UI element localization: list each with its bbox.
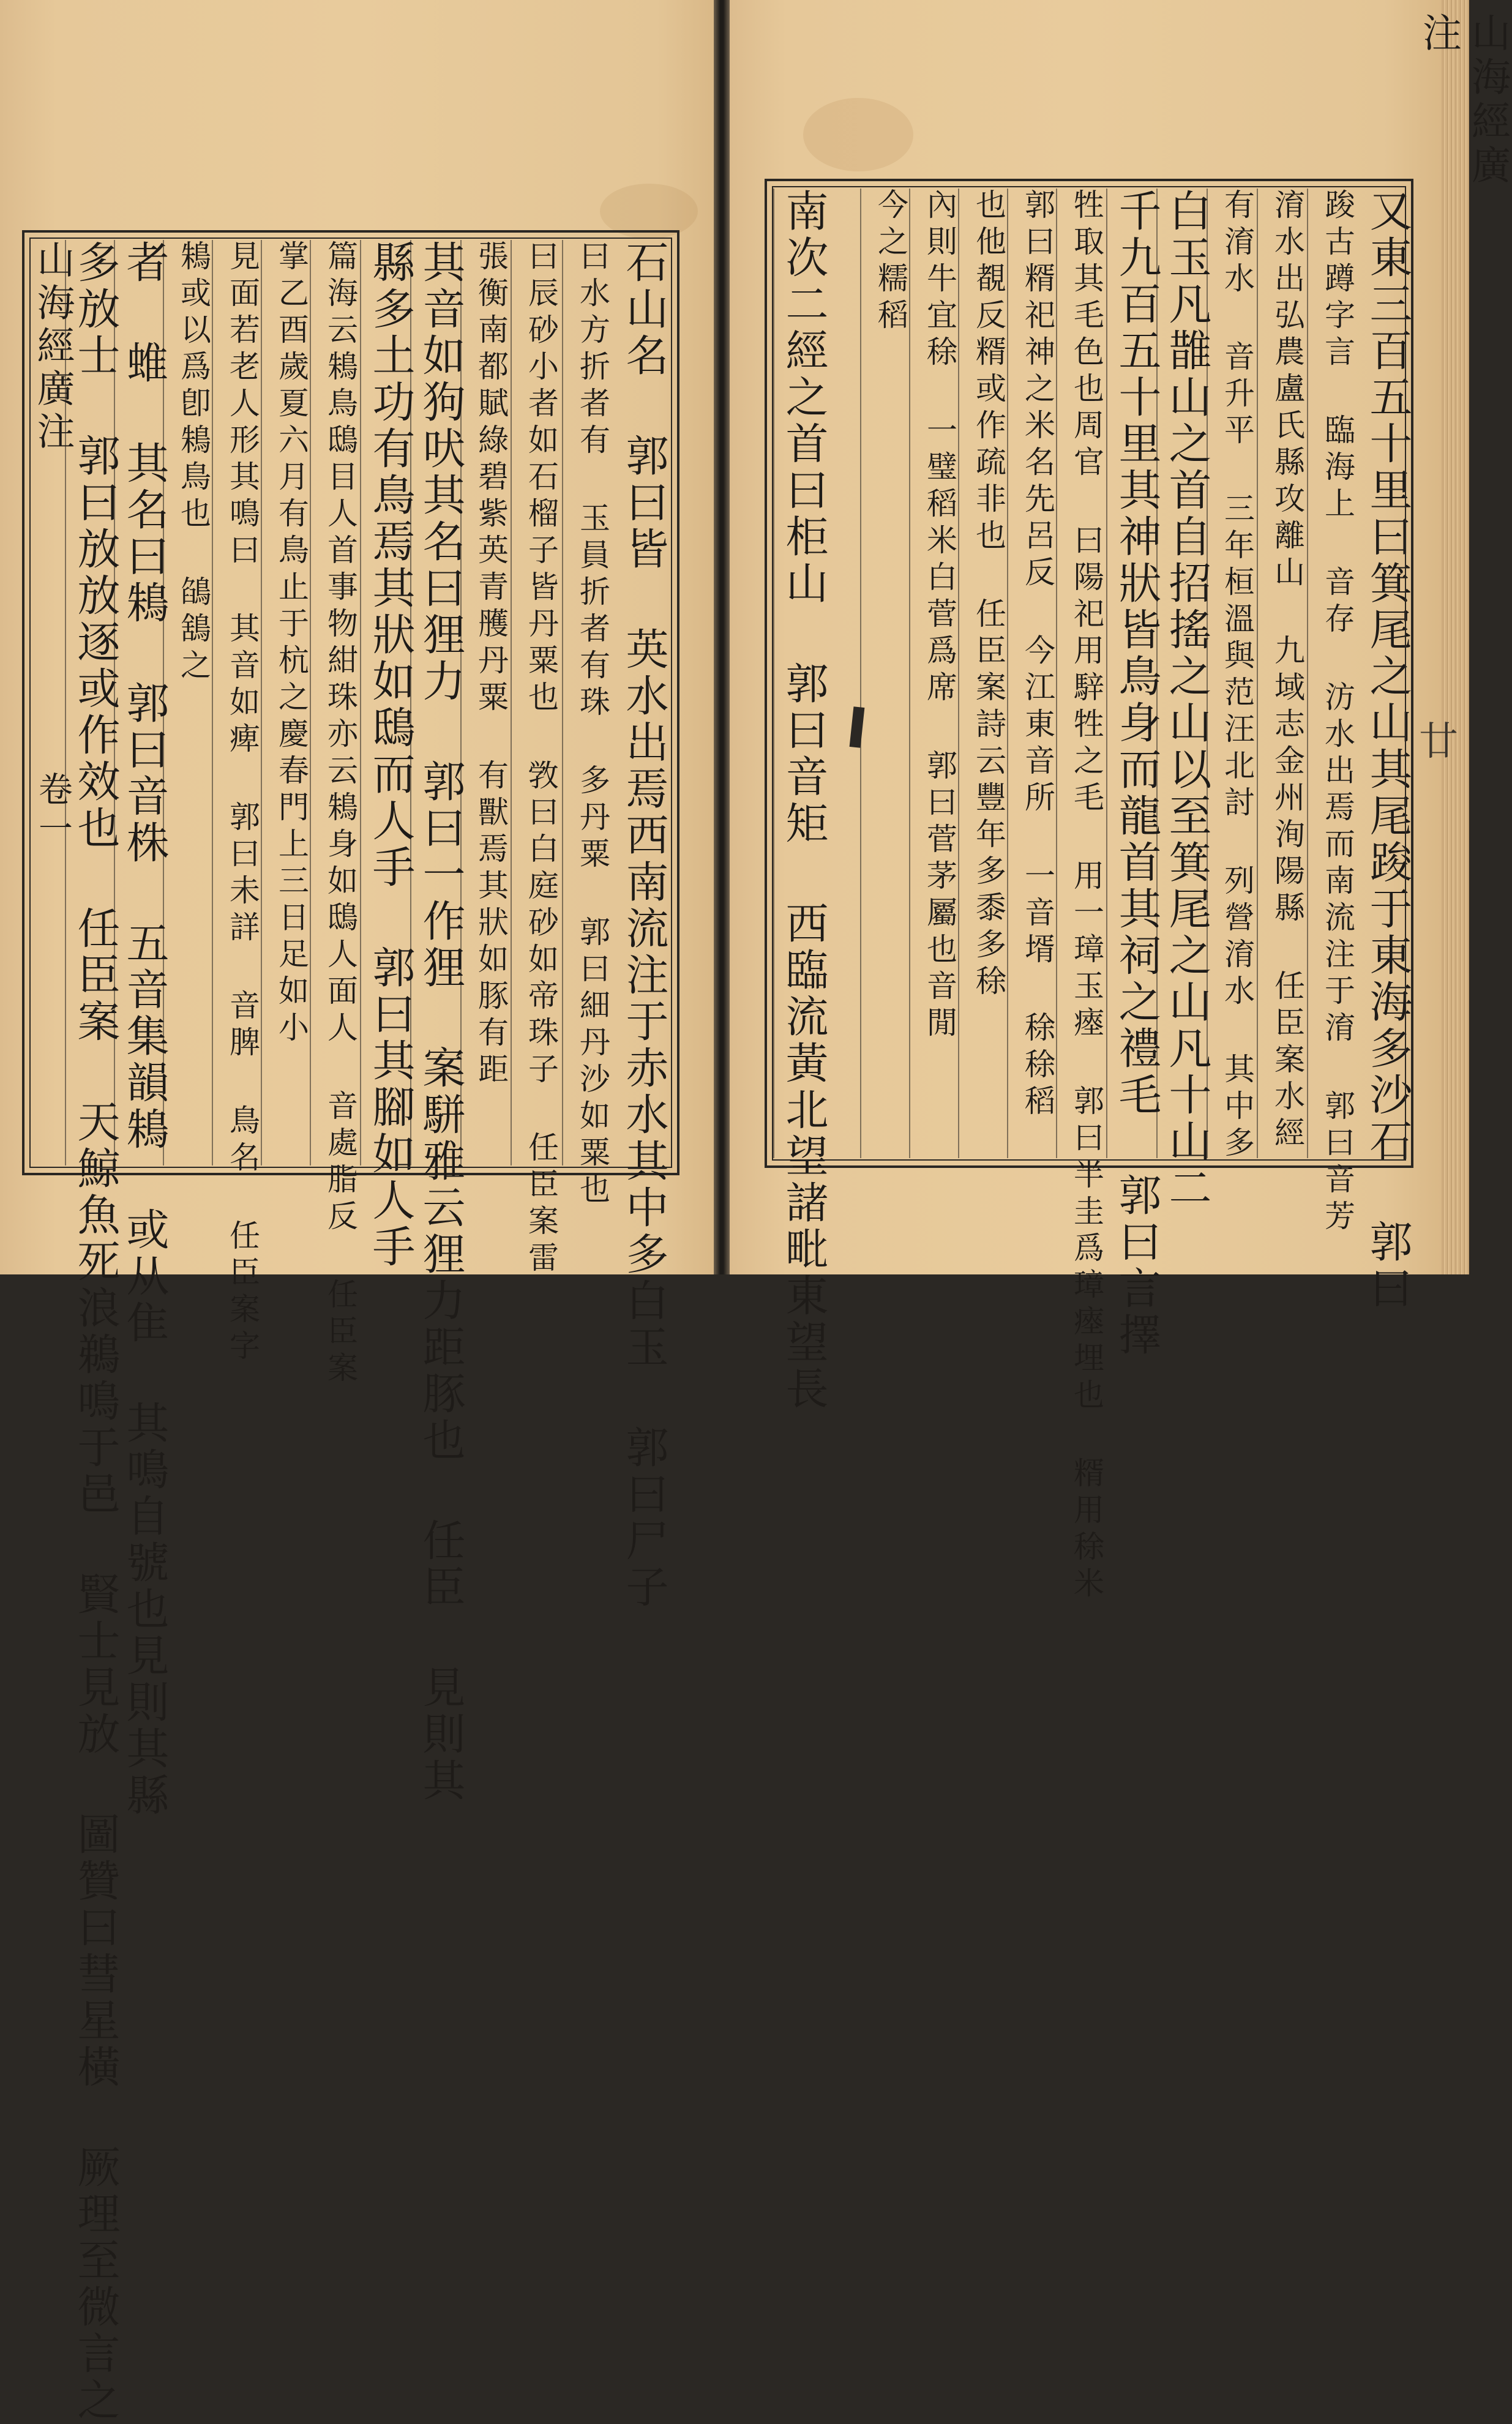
text-column: 石山名 郭曰皆 英水出焉西南流注于赤水其中多白玉 郭曰尸子	[619, 240, 669, 1611]
text-column: 見面若老人形其鳴曰 其音如痺 郭曰未詳 音脾 鳥名 任臣案字	[212, 240, 272, 1165]
text-column: 其音如狗吠其名曰狸力 郭曰一作狸 案駢雅云狸力距豚也 任臣 見則其	[410, 240, 470, 1165]
text-column: 曰辰砂小者如石榴子皆丹粟也 敩曰白庭砂如帝珠子 任臣案雷	[511, 240, 571, 1165]
paper-stain	[803, 98, 913, 171]
text-column: 踆古蹲字言 臨海上 音存 汸水出焉而南流注于淯 郭曰音芳	[1307, 189, 1367, 1158]
right-page-mark: 廿	[1419, 719, 1458, 765]
left-banxin-title: 山海經廣注	[31, 240, 75, 454]
text-column: 今之糯稻	[860, 189, 920, 1158]
text-column: 也他覩反糈或作疏非也 任臣案詩云豐年多黍多稌	[958, 189, 1018, 1158]
text-column: 又東三百五十里曰箕尾之山其尾踆于東海多沙石 郭曰	[1363, 189, 1413, 1312]
text-column: 白玉凡䧿山之首自招搖之山以至箕尾之山凡十山二	[1156, 189, 1216, 1158]
right-banxin-title: 山海經廣注	[1416, 12, 1510, 189]
text-column: 內則牛宜稌 一璧稻米白菅爲席 郭曰菅茅屬也音閒	[909, 189, 969, 1158]
text-column: 淯水出弘農盧氏縣攻離山 九域志金州洵陽縣 任臣案水經	[1257, 189, 1317, 1158]
book-gutter	[714, 0, 730, 1274]
left-page	[0, 0, 714, 2424]
left-text-block	[22, 230, 679, 2424]
text-column: 牲取其毛色也周官 曰陽祀用騂牲之毛 用一璋玉瘞 郭曰半圭爲璋瘞埋也 糈用稌米	[1056, 189, 1116, 1158]
text-column: 南次二經之首曰柜山 郭曰音矩 西臨流黃北望諸毗東望長	[773, 189, 833, 1158]
right-text-block	[765, 179, 1413, 1604]
text-column: 掌乙酉歲夏六月有鳥止于杭之慶春門上三日足如小	[261, 240, 321, 1165]
text-column: 張衡南都賦綠碧紫英青雘丹粟 有獸焉其狀如豚有距	[460, 240, 520, 1165]
text-column: 多放士 郭曰放放逐或作效也 任臣案 天鯨魚死浪鵜鳴于邑 賢士見放 圖贊曰彗星橫 厥理至微言之	[65, 240, 125, 1165]
text-column: 縣多土功有鳥焉其狀如鴟而人手 郭曰其腳如人手	[360, 240, 420, 1165]
text-column: 篇海云鴸鳥鴟目人首事物紺珠亦云鴸身如鴟人面人 音處脂反 任臣案	[310, 240, 370, 1165]
text-column: 千九百五十里其神狀皆鳥身而龍首其祠之禮毛 郭曰言擇	[1106, 189, 1166, 1158]
text-column: 曰水方折者有 玉員折者有珠 多丹粟 郭曰細丹沙如粟也	[562, 240, 622, 1165]
text-column: 者 蜼 其名曰鴸 郭曰音株 五音集韻鴸 或从隹 其鳴自號也見則其縣	[114, 240, 174, 1165]
left-juan-label: 卷一	[33, 771, 73, 850]
text-column: 鴸或以爲卽鴸鳥也 鵮鵨之	[163, 240, 223, 1165]
text-column: 有淯水 音升平 三年桓溫與范汪北討 列營淯水 其中多	[1207, 189, 1267, 1158]
text-column: 郭曰糈祀神之米名先呂反 今江東音所 一音壻 稌稌稻	[1007, 189, 1067, 1158]
right-page	[730, 0, 1441, 1604]
